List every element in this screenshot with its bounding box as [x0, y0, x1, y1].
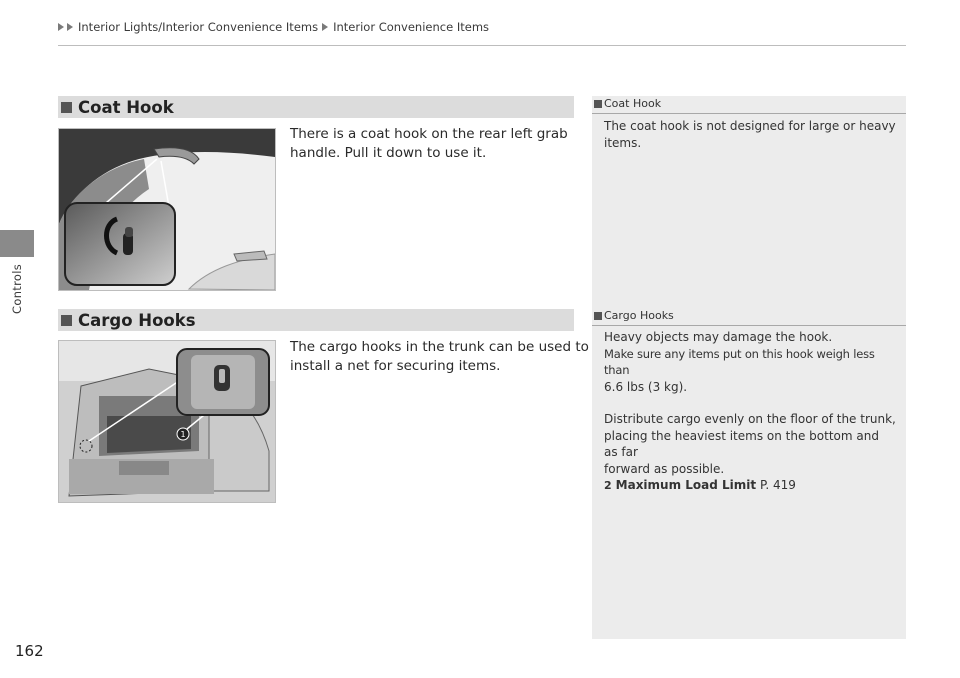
cargo-hooks-body — [290, 338, 589, 376]
note-line: Make sure any items put on this hook weigh less than — [604, 346, 875, 377]
section-square-icon — [61, 102, 72, 113]
reference-page: P. 419 — [759, 478, 796, 492]
coat-hook-figure — [58, 128, 276, 291]
section-heading-cargo-hooks — [58, 309, 574, 331]
notes-sidebar — [592, 96, 906, 639]
breadcrumb-arrow-icon — [67, 23, 73, 31]
coat-hook-body — [290, 125, 568, 163]
note-marker-icon — [594, 100, 602, 108]
section-heading-text: Coat Hook — [78, 97, 174, 117]
reference-arrow-icon: 2 — [604, 479, 612, 492]
note-marker-icon — [594, 312, 602, 320]
callout-number-icon: 1 — [180, 430, 186, 439]
body-line: install a net for securing items. — [290, 358, 501, 374]
reference-title: Maximum Load Limit — [615, 478, 757, 492]
note-line: forward as possible. — [604, 461, 725, 476]
page-number: 162 — [15, 642, 44, 660]
note-line: 6.6 lbs (3 kg). — [604, 379, 688, 394]
coat-hook-illustration — [59, 129, 275, 290]
body-line: handle. Pull it down to use it. — [290, 145, 487, 161]
note-title-text: Cargo Hooks — [604, 309, 674, 322]
note-line: Heavy objects may damage the hook. — [604, 330, 833, 344]
reference-link-maximum-load-limit[interactable] — [604, 477, 896, 495]
breadcrumb-arrow-icon — [322, 23, 328, 31]
note-line: Distribute cargo evenly on the floor of the trunk, — [604, 412, 896, 426]
note-title-coat-hook — [592, 97, 906, 114]
chapter-tab-label: Controls — [10, 264, 24, 314]
body-line: There is a coat hook on the rear left grab — [290, 126, 568, 142]
note-body-coat-hook — [604, 118, 896, 151]
breadcrumb-current[interactable]: Interior Convenience Items — [333, 20, 490, 34]
breadcrumb-parent[interactable]: Interior Lights/Interior Convenience Items — [78, 20, 319, 34]
note-line: The coat hook is not designed for large or heavy — [604, 119, 896, 133]
cargo-hooks-illustration — [59, 341, 275, 502]
breadcrumb-arrow-icon — [58, 23, 64, 31]
section-heading-text: Cargo Hooks — [78, 310, 196, 330]
note-title-cargo-hooks — [592, 309, 906, 326]
note-title-text: Coat Hook — [604, 97, 662, 110]
section-heading-coat-hook — [58, 96, 574, 118]
chapter-tab[interactable] — [0, 230, 34, 257]
breadcrumb — [58, 20, 489, 34]
note-line: placing the heaviest items on the bottom and as far — [604, 428, 879, 459]
body-line: The cargo hooks in the trunk can be used to — [290, 339, 589, 355]
header-rule — [58, 45, 906, 46]
note-line: items. — [604, 135, 642, 150]
note-body-cargo-hooks — [604, 329, 896, 495]
section-square-icon — [61, 315, 72, 326]
cargo-hooks-figure — [58, 340, 276, 503]
